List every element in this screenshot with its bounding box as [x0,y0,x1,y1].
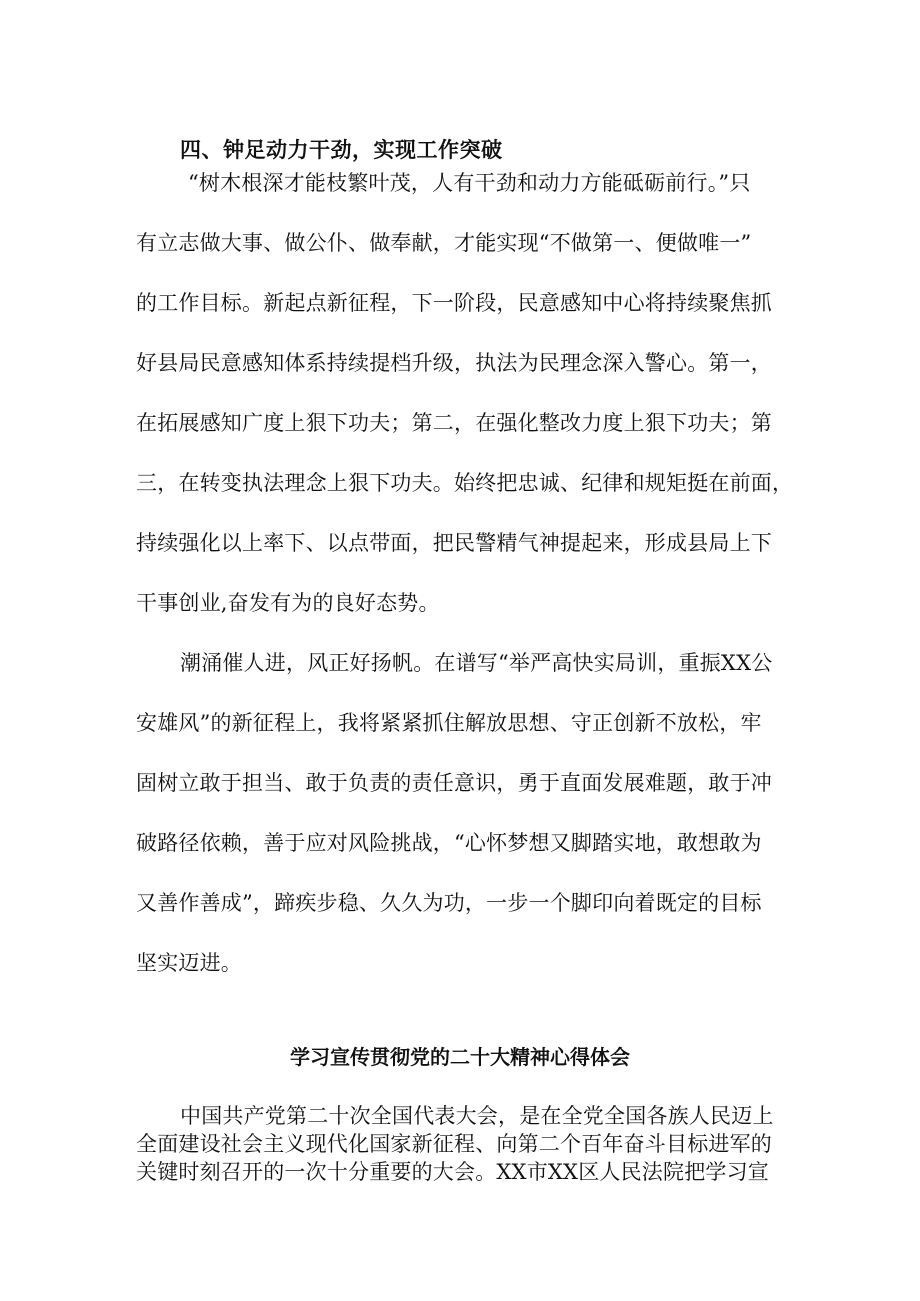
paragraph-line: 固树立敢于担当、敢于负责的责任意识，勇于直面发展难题，敢于冲 [136,771,772,795]
article-title: 学习宣传贯彻党的二十大精神心得体会 [290,1045,630,1069]
paragraph-line: 关键时刻召开的一次十分重要的大会。XX市XX区人民法院把学习宣 [136,1160,769,1184]
paragraph-line: “树木根深才能枝繁叶茂，人有干劲和动力方能砥砺前行。”只 [188,171,751,195]
paragraph-line: 中国共产党第二十次全国代表大会，是在全党全国各族人民迈上 [180,1104,774,1128]
paragraph-line: 三，在转变执法理念上狠下功夫。始终把忠诚、纪律和规矩挺在前面， [136,471,794,495]
paragraph-line: 全面建设社会主义现代化国家新征程、向第二个百年奋斗目标进军的 [136,1132,772,1156]
paragraph-line: 又善作善成”，蹄疾步稳、久久为功，一步一个脚印向着既定的目标 [136,891,762,915]
paragraph-line: 潮涌催人进，风正好扬帆。在谱写“举严高快实局训，重振XX公 [180,651,773,675]
paragraph-line: 安雄风”的新征程上，我将紧紧抓住解放思想、守正创新不放松，牢 [136,711,762,735]
paragraph-line: 持续强化以上率下、以点带面，把民警精气神提起来，形成县局上下 [136,531,772,555]
paragraph-line: 有立志做大事、做公仆、做奉献，才能实现“不做第一、便做唯一” [136,231,752,255]
paragraph-line: 破路径依赖，善于应对风险挑战，“心怀梦想又脚踏实地，敢想敢为 [136,831,762,855]
paragraph-line: 的工作目标。新起点新征程，下一阶段，民意感知中心将持续聚焦抓 [136,291,772,315]
section-heading: 四、钟足动力干劲，实现工作突破 [180,138,503,162]
paragraph-line: 好县局民意感知体系持续提档升级，执法为民理念深入警心。第一， [136,351,772,375]
paragraph-line: 坚实迈进。 [136,951,242,975]
paragraph-line: 在拓展感知广度上狠下功夫；第二，在强化整改力度上狠下功夫；第 [136,411,772,435]
paragraph-line: 干事创业,奋发有为的良好态势。 [136,591,440,615]
